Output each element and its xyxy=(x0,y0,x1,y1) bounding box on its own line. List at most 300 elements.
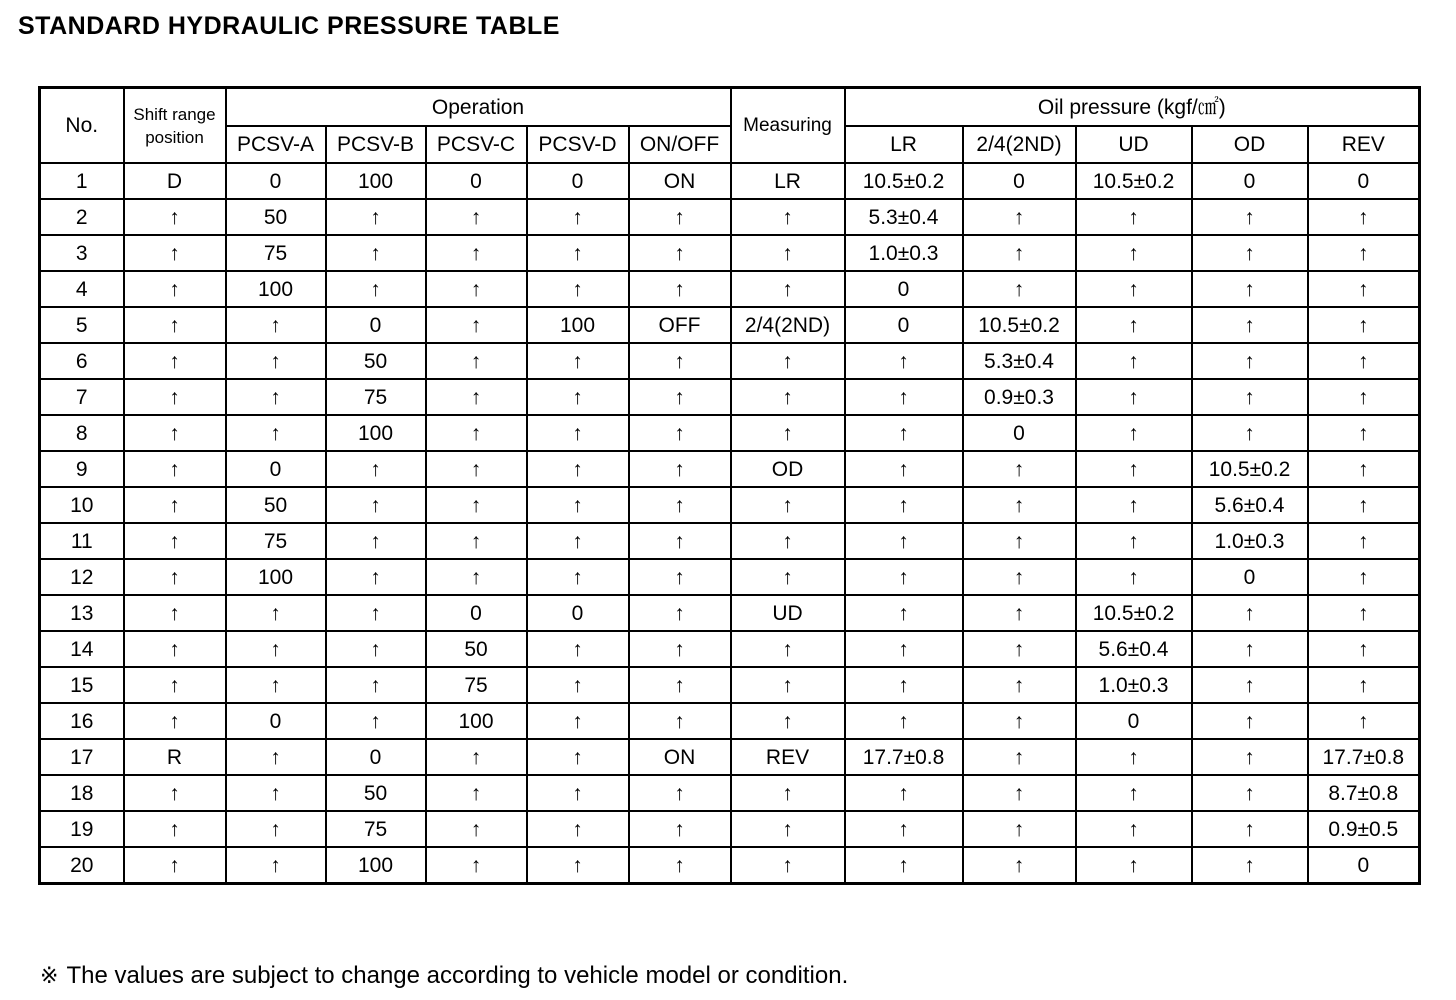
cell-on-off: ON xyxy=(629,739,731,775)
cell-on-off: ↑ xyxy=(629,199,731,235)
cell-shift-range: D xyxy=(124,163,226,199)
cell-pcsv-b: ↑ xyxy=(326,235,426,271)
cell-shift-range: ↑ xyxy=(124,343,226,379)
hydraulic-pressure-table xyxy=(38,86,1421,885)
cell-on-off: ↑ xyxy=(629,847,731,884)
cell-rev: ↑ xyxy=(1308,595,1420,631)
cell-2-4-2nd: 0 xyxy=(963,163,1076,199)
cell-pcsv-c: ↑ xyxy=(426,343,527,379)
table-body xyxy=(40,163,1420,884)
table-row xyxy=(40,523,1420,559)
cell-rev: ↑ xyxy=(1308,307,1420,343)
cell-lr: ↑ xyxy=(845,523,963,559)
cell-pcsv-b: 50 xyxy=(326,775,426,811)
cell-measuring: ↑ xyxy=(731,487,845,523)
cell-shift-range: ↑ xyxy=(124,199,226,235)
cell-od: ↑ xyxy=(1192,235,1308,271)
cell-ud: ↑ xyxy=(1076,847,1192,884)
cell-pcsv-d: 100 xyxy=(527,307,629,343)
cell-pcsv-a: 50 xyxy=(226,487,326,523)
cell-od: ↑ xyxy=(1192,415,1308,451)
cell-on-off: ↑ xyxy=(629,559,731,595)
cell-od: ↑ xyxy=(1192,595,1308,631)
header-lr: LR xyxy=(845,126,963,163)
cell-no: 11 xyxy=(40,523,124,559)
cell-pcsv-a: 0 xyxy=(226,451,326,487)
cell-ud: 5.6±0.4 xyxy=(1076,631,1192,667)
cell-pcsv-c: ↑ xyxy=(426,739,527,775)
cell-pcsv-a: 75 xyxy=(226,523,326,559)
cell-pcsv-a: 75 xyxy=(226,235,326,271)
cell-2-4-2nd: ↑ xyxy=(963,235,1076,271)
cell-lr: ↑ xyxy=(845,811,963,847)
cell-pcsv-a: ↑ xyxy=(226,739,326,775)
cell-lr: ↑ xyxy=(845,703,963,739)
cell-pcsv-a: ↑ xyxy=(226,307,326,343)
table-row xyxy=(40,775,1420,811)
cell-pcsv-a: ↑ xyxy=(226,415,326,451)
cell-pcsv-b: 50 xyxy=(326,343,426,379)
cell-pcsv-d: 0 xyxy=(527,163,629,199)
cell-no: 2 xyxy=(40,199,124,235)
footnote-text: The values are subject to change according to vehicle model or condition. xyxy=(66,962,849,989)
table-row xyxy=(40,235,1420,271)
cell-ud: 10.5±0.2 xyxy=(1076,163,1192,199)
reference-mark-icon: ※ xyxy=(40,963,59,988)
cell-pcsv-d: ↑ xyxy=(527,811,629,847)
cell-pcsv-c: ↑ xyxy=(426,559,527,595)
cell-pcsv-d: ↑ xyxy=(527,199,629,235)
header-pcsv-b: PCSV-B xyxy=(326,126,426,163)
cell-pcsv-d: ↑ xyxy=(527,379,629,415)
cell-ud: ↑ xyxy=(1076,487,1192,523)
cell-on-off: ↑ xyxy=(629,379,731,415)
cell-shift-range: ↑ xyxy=(124,451,226,487)
cell-pcsv-b: 0 xyxy=(326,307,426,343)
cell-pcsv-c: ↑ xyxy=(426,379,527,415)
header-operation: Operation xyxy=(226,88,731,127)
cell-rev: 0 xyxy=(1308,847,1420,884)
cell-lr: ↑ xyxy=(845,379,963,415)
cell-shift-range: ↑ xyxy=(124,811,226,847)
cell-2-4-2nd: ↑ xyxy=(963,811,1076,847)
cell-no: 20 xyxy=(40,847,124,884)
cell-pcsv-d: ↑ xyxy=(527,415,629,451)
cell-measuring: 2/4(2ND) xyxy=(731,307,845,343)
cell-pcsv-b: ↑ xyxy=(326,451,426,487)
cell-on-off: ↑ xyxy=(629,451,731,487)
cell-lr: 1.0±0.3 xyxy=(845,235,963,271)
cell-measuring: ↑ xyxy=(731,667,845,703)
cell-measuring: ↑ xyxy=(731,271,845,307)
cell-ud: ↑ xyxy=(1076,739,1192,775)
cell-on-off: ↑ xyxy=(629,811,731,847)
cell-measuring: ↑ xyxy=(731,343,845,379)
cell-on-off: ↑ xyxy=(629,703,731,739)
cell-rev: ↑ xyxy=(1308,199,1420,235)
cell-rev: ↑ xyxy=(1308,523,1420,559)
table-row xyxy=(40,163,1420,199)
table-row xyxy=(40,379,1420,415)
cell-od: ↑ xyxy=(1192,775,1308,811)
cell-rev: ↑ xyxy=(1308,235,1420,271)
cell-od: ↑ xyxy=(1192,667,1308,703)
cell-measuring: LR xyxy=(731,163,845,199)
cell-rev: ↑ xyxy=(1308,487,1420,523)
header-od: OD xyxy=(1192,126,1308,163)
cell-no: 3 xyxy=(40,235,124,271)
cell-measuring: UD xyxy=(731,595,845,631)
cell-2-4-2nd: ↑ xyxy=(963,775,1076,811)
table-row xyxy=(40,271,1420,307)
cell-lr: 0 xyxy=(845,307,963,343)
cell-od: ↑ xyxy=(1192,307,1308,343)
cell-rev: 8.7±0.8 xyxy=(1308,775,1420,811)
cell-lr: 17.7±0.8 xyxy=(845,739,963,775)
cell-on-off: ↑ xyxy=(629,235,731,271)
table-row xyxy=(40,307,1420,343)
cell-ud: ↑ xyxy=(1076,523,1192,559)
header-pcsv-d: PCSV-D xyxy=(527,126,629,163)
cell-pcsv-c: 75 xyxy=(426,667,527,703)
cell-pcsv-a: ↑ xyxy=(226,379,326,415)
cell-pcsv-c: 100 xyxy=(426,703,527,739)
cell-od: ↑ xyxy=(1192,847,1308,884)
cell-od: 0 xyxy=(1192,163,1308,199)
cell-pcsv-c: ↑ xyxy=(426,451,527,487)
cell-measuring: ↑ xyxy=(731,847,845,884)
cell-pcsv-b: ↑ xyxy=(326,559,426,595)
cell-shift-range: ↑ xyxy=(124,847,226,884)
cell-pcsv-a: ↑ xyxy=(226,343,326,379)
header-measuring: Measuring xyxy=(731,88,845,164)
table-row xyxy=(40,415,1420,451)
cell-no: 15 xyxy=(40,667,124,703)
cell-od: 0 xyxy=(1192,559,1308,595)
cell-shift-range: ↑ xyxy=(124,379,226,415)
cell-lr: ↑ xyxy=(845,487,963,523)
cell-lr: ↑ xyxy=(845,631,963,667)
cell-ud: ↑ xyxy=(1076,451,1192,487)
table-row xyxy=(40,847,1420,884)
cell-lr: ↑ xyxy=(845,595,963,631)
table-row xyxy=(40,739,1420,775)
cell-on-off: ↑ xyxy=(629,271,731,307)
cell-shift-range: ↑ xyxy=(124,271,226,307)
header-shift-range-position: Shift range position xyxy=(124,88,226,164)
cell-no: 1 xyxy=(40,163,124,199)
cell-on-off: ↑ xyxy=(629,343,731,379)
cell-lr: ↑ xyxy=(845,847,963,884)
cell-no: 17 xyxy=(40,739,124,775)
table-row xyxy=(40,667,1420,703)
cell-on-off: ON xyxy=(629,163,731,199)
cell-lr: ↑ xyxy=(845,415,963,451)
cell-2-4-2nd: ↑ xyxy=(963,271,1076,307)
cell-rev: ↑ xyxy=(1308,415,1420,451)
cell-pcsv-a: ↑ xyxy=(226,847,326,884)
cell-pcsv-d: ↑ xyxy=(527,487,629,523)
cell-on-off: OFF xyxy=(629,307,731,343)
cell-ud: ↑ xyxy=(1076,271,1192,307)
table-row xyxy=(40,343,1420,379)
cell-lr: 0 xyxy=(845,271,963,307)
cell-pcsv-d: ↑ xyxy=(527,523,629,559)
cell-rev: ↑ xyxy=(1308,631,1420,667)
cell-rev: 0.9±0.5 xyxy=(1308,811,1420,847)
cell-shift-range: ↑ xyxy=(124,487,226,523)
cell-no: 6 xyxy=(40,343,124,379)
cell-pcsv-d: ↑ xyxy=(527,739,629,775)
cell-pcsv-a: 0 xyxy=(226,703,326,739)
cell-measuring: ↑ xyxy=(731,703,845,739)
cell-measuring: ↑ xyxy=(731,559,845,595)
cell-2-4-2nd: ↑ xyxy=(963,595,1076,631)
cell-pcsv-a: 0 xyxy=(226,163,326,199)
cell-pcsv-b: ↑ xyxy=(326,523,426,559)
cell-2-4-2nd: ↑ xyxy=(963,523,1076,559)
cell-od: ↑ xyxy=(1192,343,1308,379)
cell-measuring: ↑ xyxy=(731,631,845,667)
cell-pcsv-b: 75 xyxy=(326,811,426,847)
cell-measuring: ↑ xyxy=(731,775,845,811)
cell-pcsv-d: ↑ xyxy=(527,703,629,739)
cell-lr: 10.5±0.2 xyxy=(845,163,963,199)
header-no: No. xyxy=(40,88,124,164)
cell-rev: ↑ xyxy=(1308,559,1420,595)
cell-no: 9 xyxy=(40,451,124,487)
cell-ud: ↑ xyxy=(1076,379,1192,415)
header-pcsv-c: PCSV-C xyxy=(426,126,527,163)
cell-2-4-2nd: ↑ xyxy=(963,847,1076,884)
cell-pcsv-a: 100 xyxy=(226,559,326,595)
cell-pcsv-b: ↑ xyxy=(326,667,426,703)
cell-shift-range: ↑ xyxy=(124,595,226,631)
cell-pcsv-d: ↑ xyxy=(527,847,629,884)
cell-shift-range: ↑ xyxy=(124,523,226,559)
cell-od: ↑ xyxy=(1192,703,1308,739)
cell-ud: 0 xyxy=(1076,703,1192,739)
cell-on-off: ↑ xyxy=(629,595,731,631)
cell-ud: ↑ xyxy=(1076,559,1192,595)
cell-pcsv-c: ↑ xyxy=(426,775,527,811)
cell-shift-range: ↑ xyxy=(124,631,226,667)
cell-lr: ↑ xyxy=(845,667,963,703)
cell-pcsv-c: ↑ xyxy=(426,523,527,559)
cell-pcsv-a: 50 xyxy=(226,199,326,235)
cell-on-off: ↑ xyxy=(629,631,731,667)
cell-shift-range: ↑ xyxy=(124,775,226,811)
cell-shift-range: ↑ xyxy=(124,667,226,703)
cell-pcsv-b: ↑ xyxy=(326,631,426,667)
cell-shift-range: ↑ xyxy=(124,559,226,595)
cell-rev: ↑ xyxy=(1308,379,1420,415)
cell-shift-range: ↑ xyxy=(124,307,226,343)
cell-measuring: ↑ xyxy=(731,415,845,451)
cell-pcsv-c: ↑ xyxy=(426,307,527,343)
cell-pcsv-b: 100 xyxy=(326,847,426,884)
cell-pcsv-c: 0 xyxy=(426,595,527,631)
cell-2-4-2nd: ↑ xyxy=(963,703,1076,739)
cell-pcsv-d: ↑ xyxy=(527,631,629,667)
cell-pcsv-c: 50 xyxy=(426,631,527,667)
cell-pcsv-d: ↑ xyxy=(527,271,629,307)
cell-measuring: ↑ xyxy=(731,199,845,235)
cell-pcsv-b: 100 xyxy=(326,415,426,451)
cell-pcsv-c: 0 xyxy=(426,163,527,199)
page-title: STANDARD HYDRAULIC PRESSURE TABLE xyxy=(18,12,560,40)
cell-ud: ↑ xyxy=(1076,415,1192,451)
cell-no: 19 xyxy=(40,811,124,847)
cell-no: 16 xyxy=(40,703,124,739)
cell-pcsv-b: ↑ xyxy=(326,199,426,235)
header-oil-pressure: Oil pressure (kgf/㎠) xyxy=(845,88,1420,127)
cell-ud: ↑ xyxy=(1076,235,1192,271)
cell-pcsv-c: ↑ xyxy=(426,811,527,847)
footnote xyxy=(40,962,848,990)
cell-no: 7 xyxy=(40,379,124,415)
cell-lr: ↑ xyxy=(845,343,963,379)
cell-2-4-2nd: ↑ xyxy=(963,631,1076,667)
cell-lr: ↑ xyxy=(845,451,963,487)
cell-od: ↑ xyxy=(1192,631,1308,667)
header-2-4-2nd: 2/4(2ND) xyxy=(963,126,1076,163)
cell-pcsv-c: ↑ xyxy=(426,847,527,884)
cell-pcsv-b: 75 xyxy=(326,379,426,415)
table-row xyxy=(40,199,1420,235)
cell-pcsv-d: ↑ xyxy=(527,235,629,271)
cell-pcsv-b: 100 xyxy=(326,163,426,199)
cell-pcsv-d: ↑ xyxy=(527,667,629,703)
cell-od: 5.6±0.4 xyxy=(1192,487,1308,523)
cell-no: 13 xyxy=(40,595,124,631)
cell-lr: ↑ xyxy=(845,775,963,811)
cell-2-4-2nd: ↑ xyxy=(963,559,1076,595)
table-row xyxy=(40,595,1420,631)
cell-measuring: ↑ xyxy=(731,379,845,415)
cell-od: 10.5±0.2 xyxy=(1192,451,1308,487)
cell-shift-range: ↑ xyxy=(124,415,226,451)
cell-on-off: ↑ xyxy=(629,667,731,703)
cell-rev: ↑ xyxy=(1308,703,1420,739)
cell-2-4-2nd: ↑ xyxy=(963,451,1076,487)
cell-lr: ↑ xyxy=(845,559,963,595)
cell-pcsv-c: ↑ xyxy=(426,199,527,235)
cell-rev: 17.7±0.8 xyxy=(1308,739,1420,775)
table-row xyxy=(40,631,1420,667)
cell-measuring: ↑ xyxy=(731,235,845,271)
cell-2-4-2nd: 10.5±0.2 xyxy=(963,307,1076,343)
cell-no: 14 xyxy=(40,631,124,667)
cell-od: ↑ xyxy=(1192,379,1308,415)
cell-pcsv-c: ↑ xyxy=(426,415,527,451)
cell-rev: ↑ xyxy=(1308,343,1420,379)
cell-measuring: OD xyxy=(731,451,845,487)
cell-od: ↑ xyxy=(1192,739,1308,775)
table-row xyxy=(40,703,1420,739)
cell-no: 12 xyxy=(40,559,124,595)
cell-od: ↑ xyxy=(1192,271,1308,307)
cell-pcsv-c: ↑ xyxy=(426,235,527,271)
cell-pcsv-b: ↑ xyxy=(326,271,426,307)
header-ud: UD xyxy=(1076,126,1192,163)
cell-no: 5 xyxy=(40,307,124,343)
header-on-off: ON/OFF xyxy=(629,126,731,163)
cell-pcsv-b: 0 xyxy=(326,739,426,775)
cell-pcsv-c: ↑ xyxy=(426,271,527,307)
cell-on-off: ↑ xyxy=(629,487,731,523)
cell-pcsv-a: ↑ xyxy=(226,811,326,847)
cell-pcsv-b: ↑ xyxy=(326,595,426,631)
cell-od: ↑ xyxy=(1192,811,1308,847)
cell-pcsv-a: 100 xyxy=(226,271,326,307)
cell-ud: ↑ xyxy=(1076,343,1192,379)
cell-rev: 0 xyxy=(1308,163,1420,199)
cell-pcsv-d: ↑ xyxy=(527,343,629,379)
cell-2-4-2nd: 5.3±0.4 xyxy=(963,343,1076,379)
cell-od: ↑ xyxy=(1192,199,1308,235)
cell-shift-range: R xyxy=(124,739,226,775)
cell-lr: 5.3±0.4 xyxy=(845,199,963,235)
cell-on-off: ↑ xyxy=(629,523,731,559)
cell-rev: ↑ xyxy=(1308,667,1420,703)
cell-pcsv-a: ↑ xyxy=(226,595,326,631)
cell-shift-range: ↑ xyxy=(124,703,226,739)
cell-ud: 10.5±0.2 xyxy=(1076,595,1192,631)
cell-rev: ↑ xyxy=(1308,271,1420,307)
cell-ud: ↑ xyxy=(1076,811,1192,847)
cell-pcsv-b: ↑ xyxy=(326,487,426,523)
header-rev: REV xyxy=(1308,126,1420,163)
table-row xyxy=(40,451,1420,487)
cell-rev: ↑ xyxy=(1308,451,1420,487)
cell-ud: ↑ xyxy=(1076,307,1192,343)
table-row xyxy=(40,487,1420,523)
cell-od: 1.0±0.3 xyxy=(1192,523,1308,559)
cell-ud: 1.0±0.3 xyxy=(1076,667,1192,703)
cell-no: 18 xyxy=(40,775,124,811)
cell-measuring: ↑ xyxy=(731,811,845,847)
cell-ud: ↑ xyxy=(1076,775,1192,811)
header-pcsv-a: PCSV-A xyxy=(226,126,326,163)
cell-pcsv-d: ↑ xyxy=(527,775,629,811)
cell-pcsv-c: ↑ xyxy=(426,487,527,523)
cell-no: 4 xyxy=(40,271,124,307)
cell-2-4-2nd: ↑ xyxy=(963,667,1076,703)
cell-ud: ↑ xyxy=(1076,199,1192,235)
table-row xyxy=(40,811,1420,847)
cell-2-4-2nd: ↑ xyxy=(963,199,1076,235)
cell-2-4-2nd: 0.9±0.3 xyxy=(963,379,1076,415)
cell-pcsv-a: ↑ xyxy=(226,667,326,703)
cell-pcsv-b: ↑ xyxy=(326,703,426,739)
cell-on-off: ↑ xyxy=(629,775,731,811)
cell-measuring: REV xyxy=(731,739,845,775)
cell-2-4-2nd: ↑ xyxy=(963,487,1076,523)
cell-no: 8 xyxy=(40,415,124,451)
cell-no: 10 xyxy=(40,487,124,523)
cell-pcsv-d: 0 xyxy=(527,595,629,631)
cell-pcsv-a: ↑ xyxy=(226,631,326,667)
cell-shift-range: ↑ xyxy=(124,235,226,271)
cell-pcsv-d: ↑ xyxy=(527,559,629,595)
table-row xyxy=(40,559,1420,595)
cell-2-4-2nd: 0 xyxy=(963,415,1076,451)
cell-2-4-2nd: ↑ xyxy=(963,739,1076,775)
cell-on-off: ↑ xyxy=(629,415,731,451)
cell-measuring: ↑ xyxy=(731,523,845,559)
cell-pcsv-a: ↑ xyxy=(226,775,326,811)
